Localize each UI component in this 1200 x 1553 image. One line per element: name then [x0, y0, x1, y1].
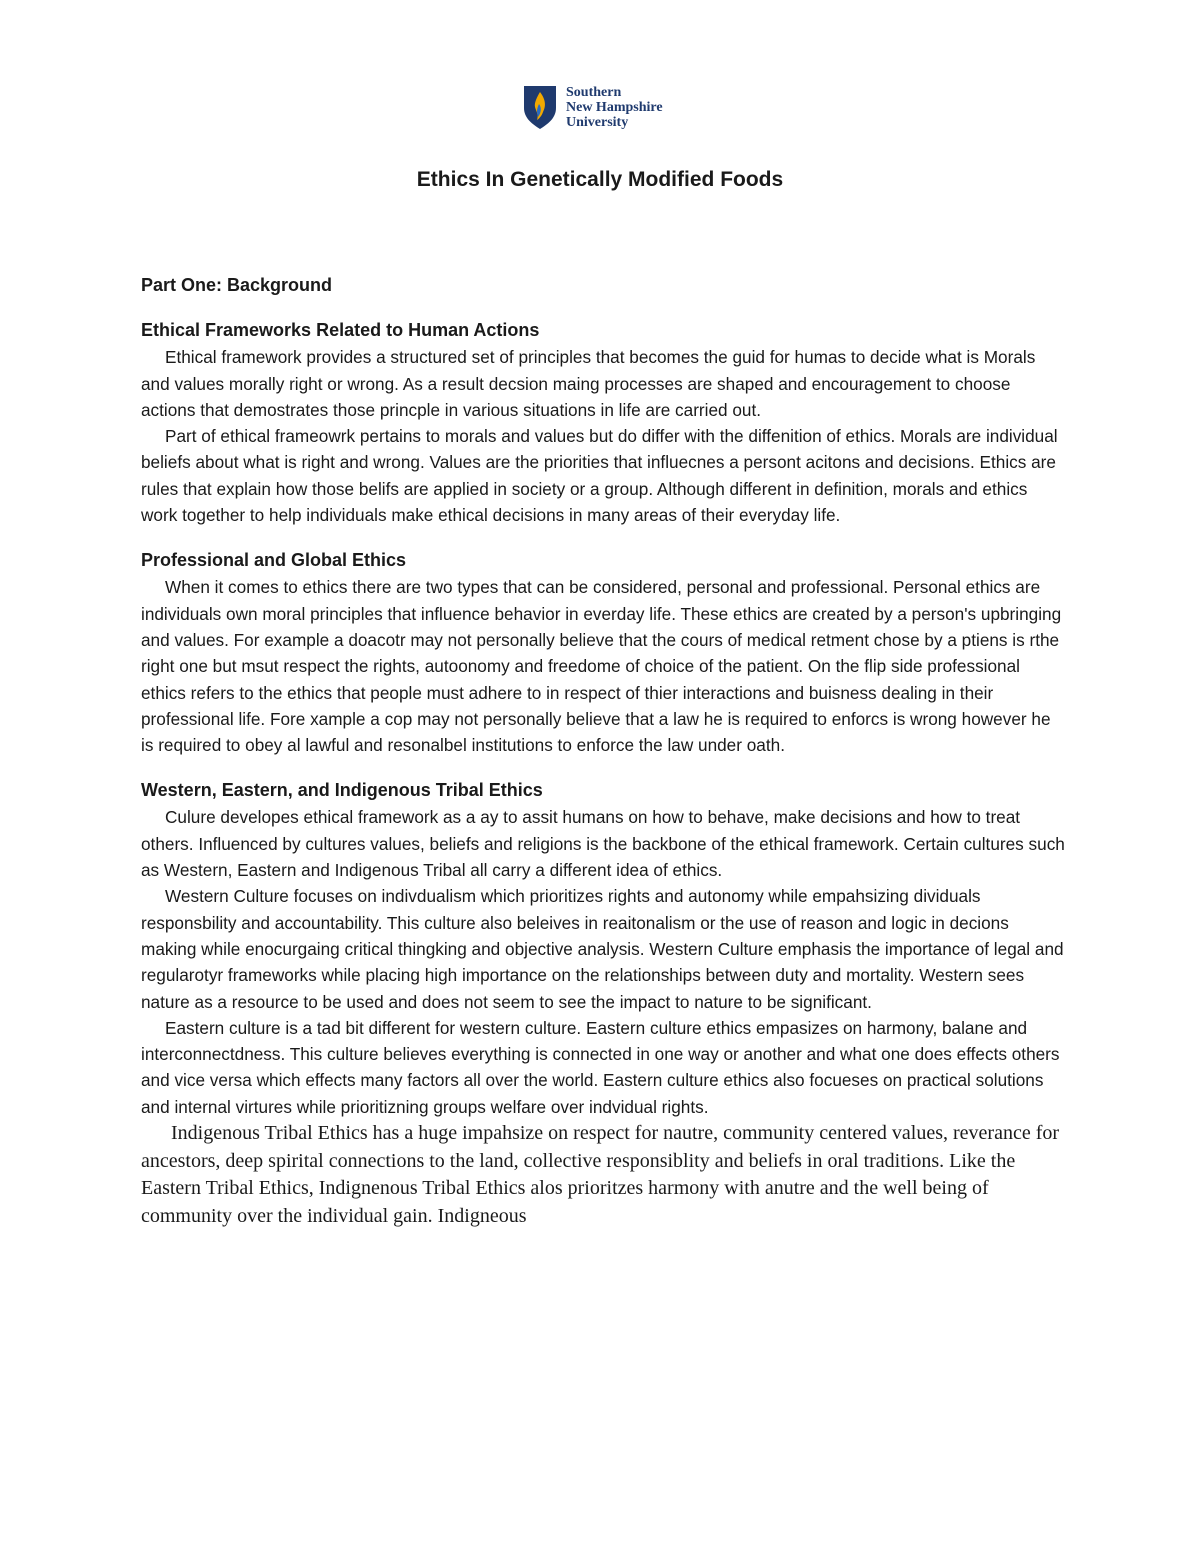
section-ethical-frameworks: [141, 316, 1066, 528]
paragraph: Western Culture focuses on indivdualism which prioritizes rights and autonomy while empahsizing dividuals responsbility and accountability. This culture also beleives in reaitonalism or the use of reason and logic in decions making while enocurgaing critical thingking and objective analysis. Western Culture emphasis the importance of legal and regularotyr frameworks while placing high importance on the relationships between duty and mortality. Western sees nature as a resource to be used and does not seem to see the impact to nature to be significant.: [141, 886, 1064, 1012]
document-title: Ethics In Genetically Modified Foods: [416, 168, 784, 191]
flame-shield-icon: [522, 84, 558, 130]
paragraph: Ethical framework provides a structured set of principles that becomes the guid for humas to decide what is Morals and values morally right or wrong. As a result decsion maing processes are shaped and encouragement to choose actions that demostrates those princple in various situations in life are carried out.: [141, 347, 1036, 420]
section-professional-global-ethics: [141, 546, 1066, 758]
section-heading: Western, Eastern, and Indigenous Tribal Ethics: [141, 780, 543, 801]
logo-line-2: New Hampshire: [566, 100, 663, 115]
part-heading: Part One: Background: [141, 275, 333, 295]
university-logo: [522, 84, 663, 130]
logo-line-3: University: [566, 115, 629, 130]
paragraph: When it comes to ethics there are two types that can be considered, personal and professional. Personal ethics are individuals own moral principles that influence behavior in everday life. These ethics are created by a person's upbringing and values. For example a doacotr may not personally believe that the cours of medical retment chose by a ptiens is rthe right one but msut respect the rights, autoonomy and freedome of choice of the patient. On the flip side professional ethics refers to the ethics that people must adhere to in respect of thier interactions and buisness dealing in their professional life. Fore xample a cop may not personally believe that a law he is required to enforcs is wrong however he is required to obey al lawful and resonalbel institutions to enforce the law under oath.: [141, 577, 1062, 756]
paragraph: Part of ethical frameowrk pertains to morals and values but do differ with the diffenition of ethics. Morals are individual beliefs about what is right and wrong. Values are the priorities that influecnes a persont acitons and decisions. Ethics are rules that explain how those belifs are applied in society or a group. Although different in definition, morals and ethics work together to help individuals make ethical decisions in many areas of their everyday life.: [141, 426, 1058, 526]
section-cultural-ethics: [141, 776, 1066, 1230]
section-heading: Professional and Global Ethics: [141, 550, 407, 571]
document-body: [141, 272, 1066, 1248]
section-heading: Ethical Frameworks Related to Human Actions: [141, 320, 540, 341]
paragraph: Eastern culture is a tad bit different for western culture. Eastern culture ethics empasizes on harmony, balane and interconnectdness. This culture believes everything is connected in one way or another and what one does effects others and vice versa which effects many factors all over the world. Eastern culture ethics also focueses on practical solutions and internal virtures while prioritizning groups welfare over indvidual rights.: [141, 1017, 1060, 1117]
logo-wordmark: [566, 85, 663, 130]
logo-line-1: Southern: [566, 85, 622, 100]
paragraph: Culure developes ethical framework as a ay to assit humans on how to behave, make decisions and how to treat others. Influenced by cultures values, beliefs and religions is the backbone of the ethical framework. Certain cultures such as Western, Eastern and Indigenous Tribal all carry a different idea of ethics.: [141, 807, 1065, 881]
paragraph-indigenous-ethics: Indigenous Tribal Ethics has a huge impahsize on respect for nautre, community centered values, reverance for ancestors, deep spirital connections to the land, collective responsiblity and beliefs in oral traditions. Like the Eastern Tribal Ethics, Indignenous Tribal Ethics alos prioritzes harmony with anutre and the well being of community over the individual gain. Indigneous: [141, 1122, 1060, 1227]
